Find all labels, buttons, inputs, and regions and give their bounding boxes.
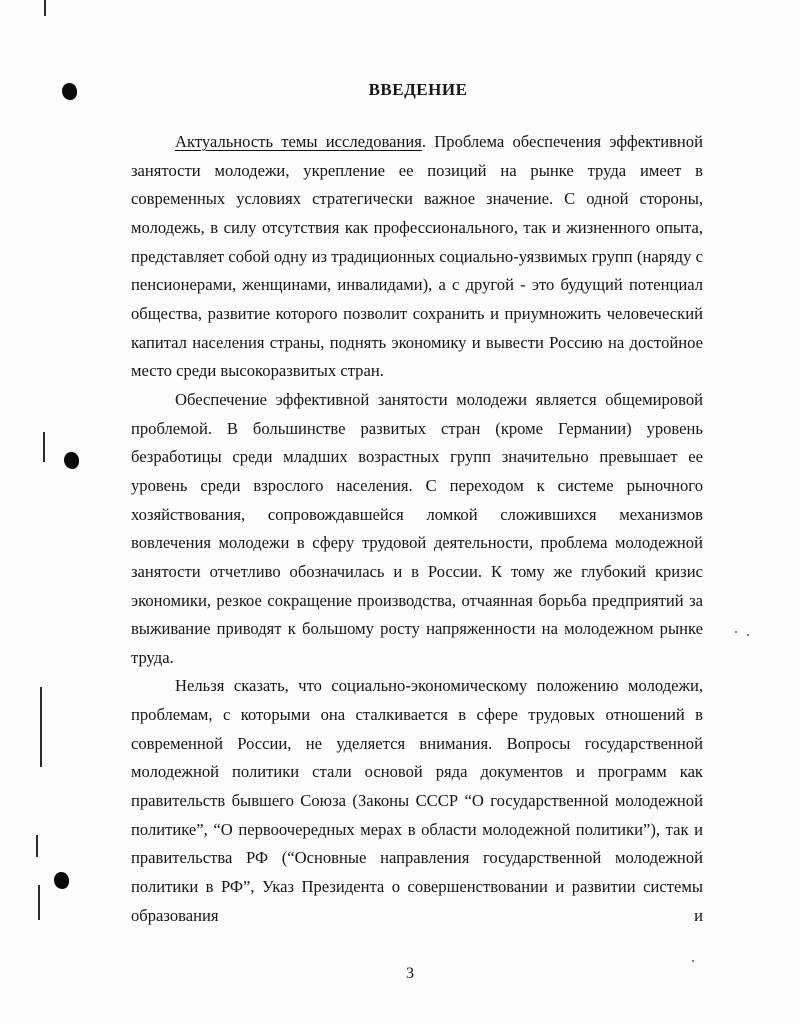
scan-edge-mark <box>40 687 42 767</box>
paragraph-relevance <box>131 128 703 386</box>
scan-edge-mark <box>44 0 46 16</box>
scan-speck <box>692 960 694 962</box>
scan-speck <box>735 631 737 633</box>
scan-edge-mark <box>43 432 45 462</box>
paragraph-employment-problem <box>131 386 703 673</box>
punch-hole-middle <box>64 452 79 469</box>
page-title: ВВЕДЕНИЕ <box>368 80 468 99</box>
relevance-heading: Актуальность темы исследования <box>175 132 422 151</box>
body-text <box>131 128 703 930</box>
punch-hole-bottom <box>54 872 69 889</box>
scan-edge-mark <box>36 835 38 857</box>
paragraph-text: . Проблема обеспечения эффективной занятости молодежи, укрепление ее позиций на рынке труда имеет в современных условиях стратегически важное значение. С одной стороны, молодежь, в силу отсутствия как профессионального, так и жизненного опыта, представляет собой одну из традиционных социально-уязвимых групп (наряду с пенсионерами, женщинами, инвалидами), а с другой - это будущий потенциал общества, развитие которого позволит сохранить и приумножить человеческий капитал населения страны, поднять экономику и вывести Россию на достойное место среди высокоразвитых стран. <box>131 132 703 381</box>
paragraph-state-policy <box>131 672 703 930</box>
page-number: 3 <box>406 965 414 982</box>
scan-speck <box>747 634 749 636</box>
paragraph-text: Обеспечение эффективной занятости молодежи является общемировой проблемой. В большинстве развитых стран (кроме Германии) уровень безработицы среди младших возрастных групп значительно превышает ее уровень среди взрослого населения. С переходом к системе рыночного хозяйствования, сопровождавшейся ломкой сложившихся механизмов вовлечения молодежи в сферу трудовой деятельности, проблема молодежной занятости отчетливо обозначилась и в России. К тому же глубокий кризис экономики, резкое сокращение производства, отчаянная борьба предприятий за выживание приводят к большому росту напряженности на молодежном рынке труда. <box>131 389 703 667</box>
paragraph-text: Нельзя сказать, что социально-экономическому положению молодежи, проблемам, с которыми она сталкивается в сфере трудовых отношений в современной России, не уделяется внимания. Вопросы государственной молодежной политики стали основой ряда документов и программ как правительств бывшего Союза (Законы СССР “О государственной молодежной политике”, “О первоочередных мерах в области молодежной политики”), так и правительства РФ (“Основные направления государственной молодежной политики в РФ”, Указ Президента о совершенствовании и развитии системы образования и <box>131 676 703 925</box>
scan-edge-mark <box>38 885 40 920</box>
